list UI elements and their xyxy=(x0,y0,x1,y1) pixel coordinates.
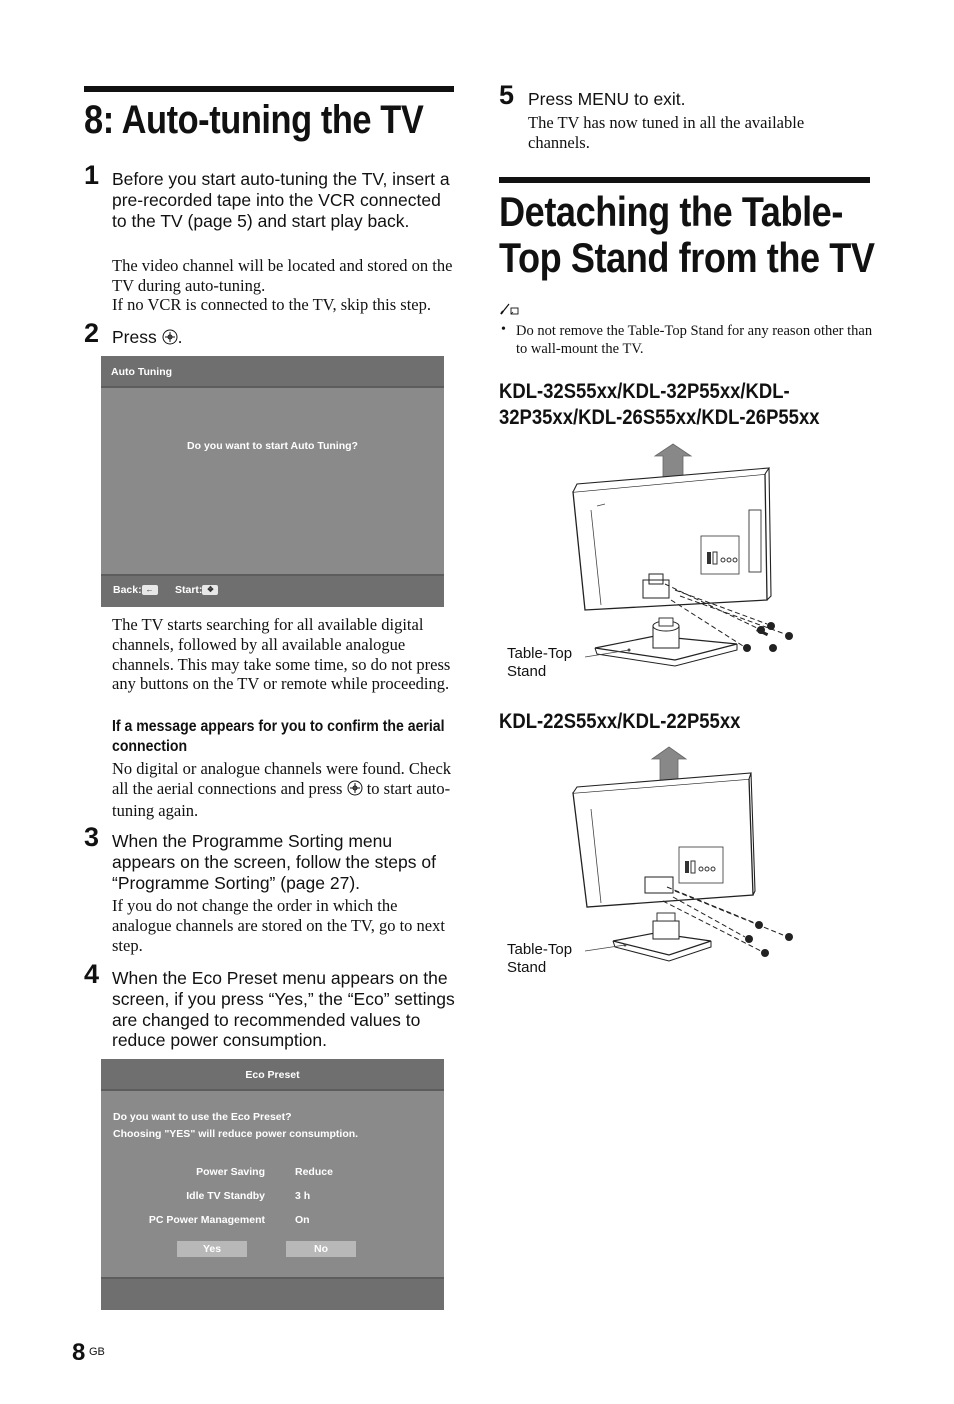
auto-tuning-start-hint xyxy=(175,584,218,596)
diagram-1-label-line-1: Table-Top xyxy=(507,645,573,662)
eco-row-label-idle-standby: Idle TV Standby xyxy=(186,1190,265,1202)
diagram-2-label-line-1: Table-Top xyxy=(507,941,573,958)
eco-row-label-power-saving: Power Saving xyxy=(196,1166,265,1178)
eco-preset-header-divider xyxy=(101,1089,444,1091)
heading-rule-left xyxy=(84,86,454,92)
step-1-text: Before you start auto-tuning the TV, insert a pre-recorded tape into the VCR connected to the TV (page 5) and start play back. xyxy=(112,169,450,231)
auto-tuning-title: Auto Tuning xyxy=(111,366,173,378)
step-2-body: The TV starts searching for all available digital channels, followed by all available analogue channels. This may take some time, so do not press any buttons on the TV or remote while proceeding. xyxy=(112,615,451,694)
model-heading-1-line-2: 32P35xx/KDL-26S55xx/KDL-26P55xx xyxy=(499,406,820,429)
page-region: GB xyxy=(89,1346,105,1358)
step-2-label: Press xyxy=(112,327,157,347)
back-hint-label: Back: xyxy=(113,584,142,596)
diagram-2-label-line-2: Stand xyxy=(507,959,547,976)
step-5-text: Press MENU to exit. xyxy=(528,89,686,109)
eco-row-value-pc-power: On xyxy=(295,1214,310,1226)
eco-preset-line-2: Choosing "YES" will reduce power consumption. xyxy=(113,1128,359,1140)
aerial-body-b: to start auto-tuning again. xyxy=(112,778,451,820)
eco-preset-footer-bar xyxy=(101,1279,444,1310)
step-4-text: When the Eco Preset menu appears on the screen, if you press “Yes,” the “Eco” settings are changed to recommended values to reduce power consumption. xyxy=(112,968,455,1051)
heading-rule-right xyxy=(499,177,870,183)
eco-row-label-pc-power: PC Power Management xyxy=(148,1214,265,1226)
note-bullet-text: Do not remove the Table-Top Stand for any reason other than to wall-mount the TV. xyxy=(516,323,873,357)
step-5-note: The TV has now tuned in all the available channels. xyxy=(528,113,805,152)
step-5-number: 5 xyxy=(499,80,515,110)
model-heading-2: KDL-22S55xx/KDL-22P55xx xyxy=(499,710,741,733)
page-number: 8 xyxy=(72,1339,86,1366)
enter-button-icon xyxy=(162,329,178,350)
aerial-body xyxy=(112,759,458,820)
note-bullet-dot: • xyxy=(501,322,506,337)
step-3-number: 3 xyxy=(84,822,100,852)
eco-preset-title: Eco Preset xyxy=(245,1069,300,1081)
aerial-subheading: If a message appears for you to confirm the aerial connection xyxy=(112,718,445,755)
step-1-number: 1 xyxy=(84,160,100,190)
eco-preset-screen xyxy=(101,1059,444,1310)
pencil-note-icon xyxy=(500,302,520,321)
section-title-line-2: Top Stand from the TV xyxy=(499,234,875,281)
eco-row-value-power-saving: Reduce xyxy=(295,1166,333,1178)
step-3-note: If you do not change the order in which the analogue channels are stored on the TV, go to next step. xyxy=(112,896,445,955)
auto-tuning-back-hint xyxy=(113,584,158,596)
start-hint-label: Start: xyxy=(175,584,203,596)
step-2-number: 2 xyxy=(84,318,100,348)
section-title-line-1: Detaching the Table- xyxy=(499,188,843,235)
model-heading-1-line-1: KDL-32S55xx/KDL-32P55xx/KDL- xyxy=(499,380,790,403)
eco-row-value-idle-standby: 3 h xyxy=(295,1190,311,1202)
auto-tuning-screen xyxy=(101,356,444,607)
step-1-note-2: If no VCR is connected to the TV, skip this step. xyxy=(112,295,431,314)
step-3-text: When the Programme Sorting menu appears on the screen, follow the steps of “Programme Sorting” (page 27). xyxy=(112,831,436,893)
return-key-icon: ← xyxy=(142,585,158,595)
eco-yes-button[interactable]: Yes xyxy=(177,1241,247,1257)
auto-tuning-header-divider xyxy=(101,386,444,388)
eco-no-button[interactable]: No xyxy=(286,1241,356,1257)
step-1-note-1: The video channel will be located and stored on the TV during auto-tuning. xyxy=(112,256,453,295)
step-2-text xyxy=(112,327,312,350)
eco-preset-line-1: Do you want to use the Eco Preset? xyxy=(113,1111,292,1123)
aerial-body-a: No digital or analogue channels were found. Check all the aerial connections and press xyxy=(112,759,452,798)
enter-key-icon: ❖ xyxy=(202,585,218,595)
enter-button-icon-inline xyxy=(347,780,363,801)
step-2-period: . xyxy=(177,327,183,347)
auto-tuning-question: Do you want to start Auto Tuning? xyxy=(187,440,358,452)
diagram-1-label-line-2: Stand xyxy=(507,663,547,680)
step-4-number: 4 xyxy=(84,959,100,989)
page-title: 8: Auto-tuning the TV xyxy=(84,98,424,142)
